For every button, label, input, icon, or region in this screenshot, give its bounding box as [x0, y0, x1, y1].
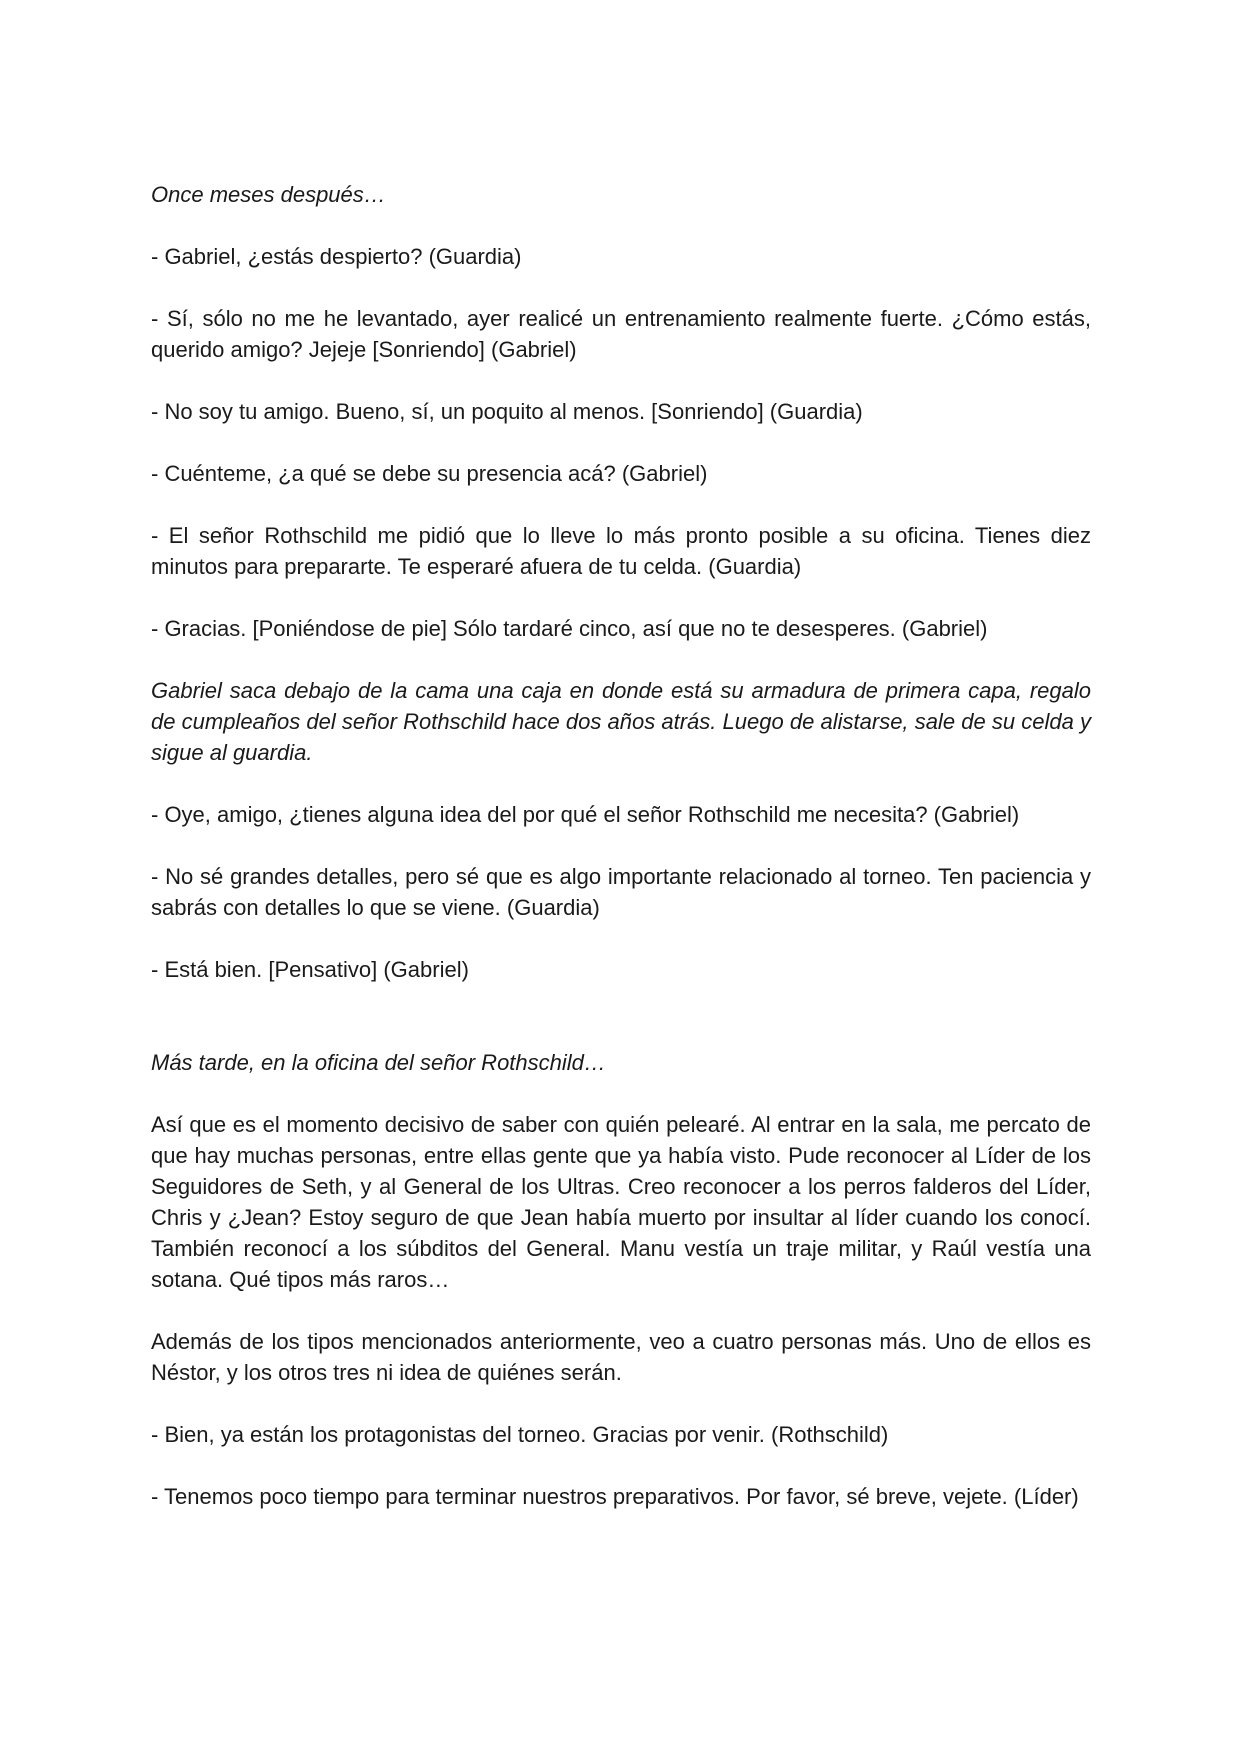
dialogue-line: - Gracias. [Poniéndose de pie] Sólo tardaré cinco, así que no te desesperes. (Gabriel)	[151, 616, 988, 641]
narration-paragraph: Así que es el momento decisivo de saber con quién pelearé. Al entrar en la sala, me percato de que hay muchas personas, entre ellas gente que ya había visto. Pude reconocer al Líder de los Seguidores de Seth, y al General de los Ultras. Creo reconocer a los perros falderos del Líder, Chris y ¿Jean? Estoy seguro de que Jean había muerto por insultar al líder cuando los conocí. También reconocí a los súbditos del General. Manu vestía un traje militar, y Raúl vestía una sotana. Qué tipos más raros…	[151, 1112, 1091, 1292]
dialogue-line: - Oye, amigo, ¿tienes alguna idea del por qué el señor Rothschild me necesita? (Gabriel)	[151, 802, 1020, 827]
narration-paragraph: Gabriel saca debajo de la cama una caja en donde está su armadura de primera capa, regalo de cumpleaños del señor Rothschild hace dos años atrás. Luego de alistarse, sale de su celda y sigue al guardia.	[151, 678, 1091, 765]
dialogue-line: - No soy tu amigo. Bueno, sí, un poquito al menos. [Sonriendo] (Guardia)	[151, 399, 863, 424]
dialogue-line: - Está bien. [Pensativo] (Gabriel)	[151, 957, 469, 982]
dialogue-line: - Tenemos poco tiempo para terminar nuestros preparativos. Por favor, sé breve, vejete. (Líder)	[151, 1484, 1079, 1509]
dialogue-line: - Gabriel, ¿estás despierto? (Guardia)	[151, 244, 522, 269]
document-body	[151, 179, 1091, 1543]
dialogue-line: - El señor Rothschild me pidió que lo lleve lo más pronto posible a su oficina. Tienes diez minutos para prepararte. Te esperaré afuera de tu celda. (Guardia)	[151, 523, 1091, 579]
dialogue-line: - No sé grandes detalles, pero sé que es algo importante relacionado al torneo. Ten paciencia y sabrás con detalles lo que se viene. (Guardia)	[151, 864, 1091, 920]
scene-heading: Más tarde, en la oficina del señor Rothschild…	[151, 1050, 606, 1075]
scene-heading: Once meses después…	[151, 182, 386, 207]
dialogue-line: - Bien, ya están los protagonistas del torneo. Gracias por venir. (Rothschild)	[151, 1422, 889, 1447]
dialogue-line: - Cuénteme, ¿a qué se debe su presencia acá? (Gabriel)	[151, 461, 708, 486]
narration-paragraph: Además de los tipos mencionados anteriormente, veo a cuatro personas más. Uno de ellos es Néstor, y los otros tres ni idea de quiénes serán.	[151, 1329, 1091, 1385]
dialogue-line: - Sí, sólo no me he levantado, ayer realicé un entrenamiento realmente fuerte. ¿Cómo estás, querido amigo? Jejeje [Sonriendo] (Gabriel)	[151, 306, 1091, 362]
